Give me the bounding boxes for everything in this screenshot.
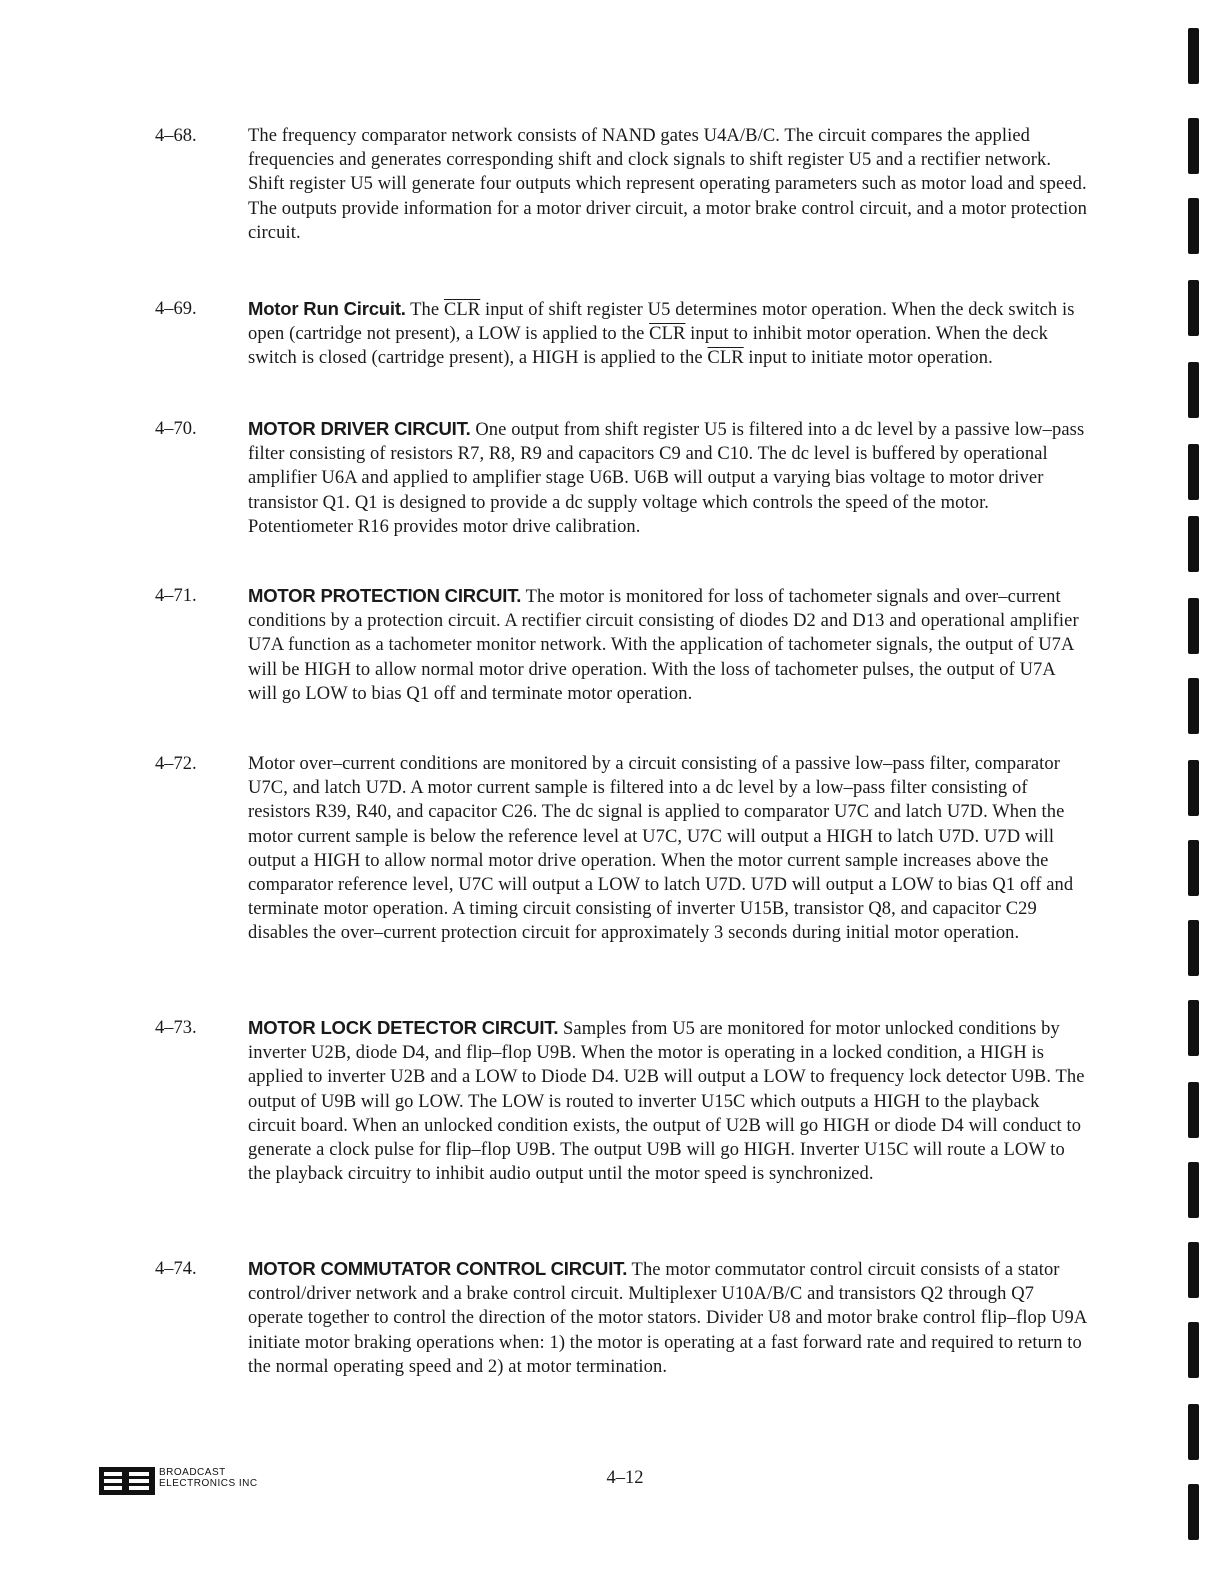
binder-hole <box>1188 1322 1199 1378</box>
paragraph-body: Motor over–current conditions are monitored by a circuit consisting of a passive low–pass filter, comparator U7C, and latch U7D. A motor current sample is filtered into a dc level by a low–pass filter consisting of resistors R39, R40, and capacitor C26. The dc signal is applied to comparator U7C and latch U7D. When the motor current sample is below the reference level at U7C, U7C will output a HIGH to latch U7D. U7D will output a HIGH to allow normal motor drive operation. When the motor current sample increases above the comparator reference level, U7C will output a LOW to latch U7D. U7D will output a LOW to bias Q1 off and terminate motor operation. A timing circuit consisting of inverter U15B, transistor Q8, and capacitor C29 disables the over–current protection circuit for approximately 3 seconds during initial motor operation. <box>248 754 1074 944</box>
paragraph-number: 4–68. <box>155 126 197 146</box>
binder-hole <box>1188 198 1199 254</box>
paragraph-body: The motor commutator control circuit consists of a stator control/driver network and a brake control circuit. Multiplexer U10A/B/C and transistors Q2 through Q7 operate together to control the direction of the motor stators. Divider U8 and motor brake control flip–flop U9A initiate motor braking operations when: 1) the motor is operating at a fast forward rate and required to return to the normal operating speed and 2) at motor termination. <box>248 1260 1087 1377</box>
paragraph-number: 4–69. <box>155 299 197 319</box>
paragraph-number: 4–73. <box>155 1018 197 1038</box>
company-line-1: BROADCAST <box>159 1467 226 1478</box>
paragraph-body: Samples from U5 are monitored for motor unlocked conditions by inverter U2B, diode D4, and flip–flop U9B. When the motor is operating in a locked condition, a HIGH is applied to inverter U2B and a LOW to Diode D4. U2B will output a LOW to frequency lock detector U9B. The output of U9B will go LOW. The LOW is routed to inverter U15C which outputs a HIGH to the playback circuit board. When an unlocked condition exists, the output of U2B will go HIGH or diode D4 will conduct to generate a clock pulse for flip–flop U9B. The output U9B will go HIGH. Inverter U15C will route a LOW to the playback circuitry to inhibit audio output until the motor speed is synchronized. <box>248 1019 1085 1185</box>
section-heading: MOTOR PROTECTION CIRCUIT. <box>248 585 522 606</box>
binder-hole <box>1188 118 1199 174</box>
binder-hole <box>1188 678 1199 734</box>
clr-signal-overbar: $\overline{CLR}$ <box>707 348 744 369</box>
binder-hole <box>1188 280 1199 336</box>
broadcast-electronics-logo <box>99 1467 299 1499</box>
paragraph-text <box>248 584 1088 706</box>
binder-hole <box>1188 1404 1199 1460</box>
be-logo-mark-icon <box>99 1467 155 1495</box>
paragraph-body: The motor is monitored for loss of tachometer signals and over–current conditions by a protection circuit. A rectifier circuit consisting of diodes D2 and D13 and operational amplifier U7A function as a tachometer monitor network. With the application of tachometer signals, the output of U7A will be HIGH to allow normal motor drive operation. With the loss of tachometer pulses, the output of U7A will go LOW to bias Q1 off and terminate motor operation. <box>248 587 1079 704</box>
paragraph-body: One output from shift register U5 is filtered into a dc level by a passive low–pass filter consisting of resistors R7, R8, R9 and capacitors C9 and C10. The dc level is buffered by operational amplifier U6A and applied to amplifier stage U6B. U6B will output a varying bias voltage to motor driver transistor Q1. Q1 is designed to provide a dc supply voltage which controls the speed of the motor. Potentiometer R16 provides motor drive calibration. <box>248 420 1085 537</box>
section-heading: MOTOR DRIVER CIRCUIT. <box>248 418 471 439</box>
paragraph-number: 4–74. <box>155 1259 197 1279</box>
paragraph-body-segment: input of shift register U5 determines motor operation. When the deck switch is open (cartridge not present), a LOW is applied to the <box>248 300 1075 345</box>
binder-hole <box>1188 444 1199 500</box>
clr-signal-overbar: $\overline{CLR}$ <box>649 324 686 345</box>
binder-hole <box>1188 28 1199 84</box>
clr-signal-overbar: $\overline{CLR}$ <box>443 300 481 320</box>
paragraph-number: 4–71. <box>155 586 197 606</box>
binder-hole <box>1188 1484 1199 1540</box>
binder-hole <box>1188 1000 1199 1056</box>
section-heading: Motor Run Circuit. <box>248 298 406 319</box>
binder-hole <box>1188 840 1199 896</box>
binder-hole <box>1188 1242 1199 1298</box>
paragraph-text <box>248 297 1088 371</box>
paragraph-text <box>248 124 1088 245</box>
paragraph-number: 4–70. <box>155 419 197 439</box>
paragraph-text <box>248 417 1088 539</box>
binder-hole <box>1188 516 1199 572</box>
company-line-2: ELECTRONICS INC <box>159 1478 258 1489</box>
paragraph-body-segment: input to initiate motor operation. <box>743 348 993 369</box>
section-heading: MOTOR LOCK DETECTOR CIRCUIT. <box>248 1017 559 1038</box>
page-number: 4–12 <box>606 1468 644 1488</box>
section-heading: MOTOR COMMUTATOR CONTROL CIRCUIT. <box>248 1258 628 1279</box>
paragraph-number: 4–72. <box>155 754 197 774</box>
binder-hole <box>1188 920 1199 976</box>
paragraph-text <box>248 1016 1088 1186</box>
company-name <box>159 1467 258 1489</box>
paragraph-body: The frequency comparator network consists of NAND gates U4A/B/C. The circuit compares the applied frequencies and generates corresponding shift and clock signals to shift register U5 and a rectifier network. Shift register U5 will generate four outputs which represent operating parameters such as motor load and speed. The outputs provide information for a motor driver circuit, a motor brake control circuit, and a motor protection circuit. <box>248 126 1087 243</box>
paragraph-body-segment: The <box>410 300 444 320</box>
paragraph-body-segment: input to inhibit motor operation. When the deck switch is closed (cartridge present), a HIGH is applied to the <box>248 324 1048 369</box>
binder-hole <box>1188 362 1199 418</box>
paragraph-text <box>248 752 1088 946</box>
binder-hole <box>1188 1162 1199 1218</box>
paragraph-text <box>248 1257 1088 1379</box>
binder-hole <box>1188 760 1199 816</box>
binder-hole <box>1188 1082 1199 1138</box>
binder-hole <box>1188 598 1199 654</box>
